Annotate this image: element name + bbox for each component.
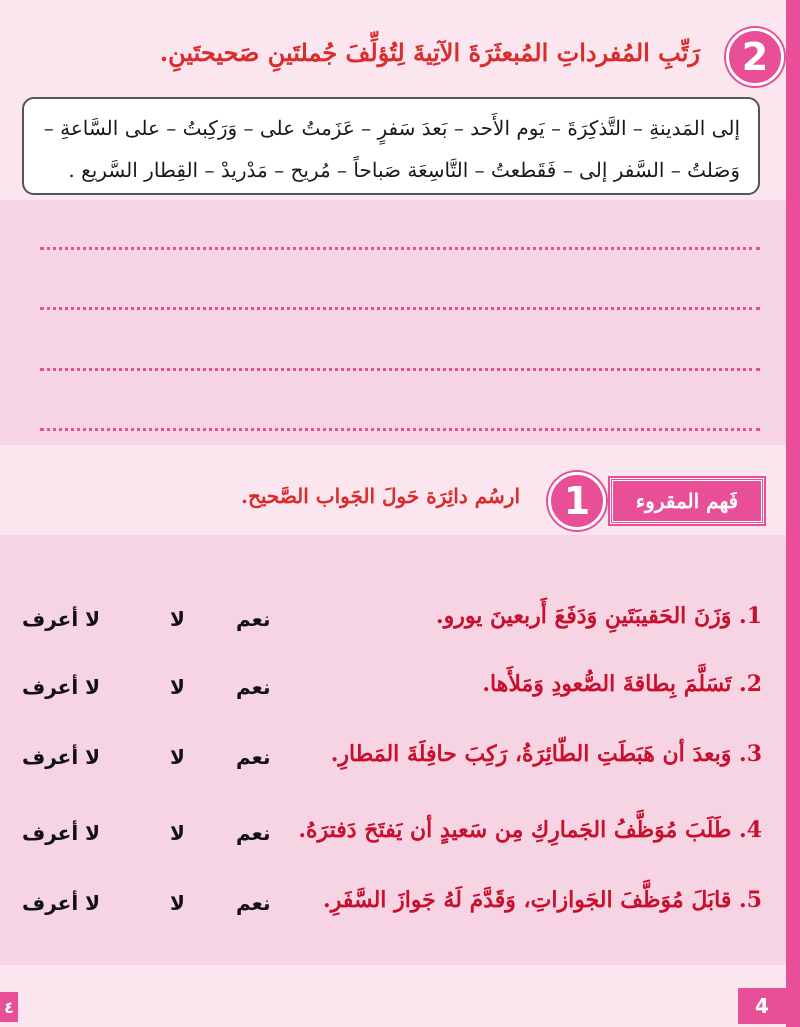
word-bank-line-1: إلى المَدينةِ – التَّذكِرَةَ – يَوم الأَحد – بَعدَ سَفرٍ – عَزَمتُ على – وَرَكِبتُ – على السَّاعةِ –: [43, 116, 740, 140]
questions-panel: [0, 535, 786, 965]
question-row: [0, 817, 786, 857]
answer-line-1[interactable]: [40, 247, 760, 250]
option-no[interactable]: لا: [170, 821, 185, 845]
question-text: 2. تَسَلَّمَ بِطاقةَ الصُّعودِ وَمَلأَها.: [482, 671, 762, 697]
page-number: 4: [738, 988, 786, 1024]
option-dont-know[interactable]: لا أعرف: [22, 745, 101, 769]
word-bank-box: [22, 97, 760, 195]
question-text: 1. وَزَنَ الحَقيبَتَينِ وَدَفَعَ أَربعينَ يورو.: [435, 603, 762, 629]
question-text: 3. وَبعدَ أن هَبَطَتِ الطّائِرَةُ، رَكِبَ حافِلَةَ المَطارِ.: [330, 741, 762, 767]
exercise-2-title: رَتِّبِ المُفرداتِ المُبعثَرَةَ الآتِيةَ لِتُؤلِّفَ جُملتَينِ صَحيحتَينِ.: [159, 38, 700, 67]
question-text: 5. قابَلَ مُوَظَّفَ الجَوازاتِ، وَقَدَّمَ لَهُ جَوازَ السَّفَرِ.: [323, 887, 762, 913]
question-row: [0, 671, 786, 711]
option-yes[interactable]: نعم: [236, 821, 271, 845]
exercise-1-title: ارسُم دائِرَة حَولَ الجَواب الصَّحيح.: [241, 484, 520, 508]
question-row: [0, 603, 786, 643]
exercise-1-number: 1: [548, 472, 606, 530]
option-no[interactable]: لا: [170, 891, 185, 915]
answer-line-2[interactable]: [40, 307, 760, 310]
question-text: 4. طَلَبَ مُوَظَّفُ الجَمارِكِ مِن سَعيدٍ أن يَفتَحَ دَفترَهُ.: [298, 817, 762, 843]
reading-comprehension-tag: فَهم المقروء: [610, 478, 764, 524]
option-yes[interactable]: نعم: [236, 745, 271, 769]
option-dont-know[interactable]: لا أعرف: [22, 821, 101, 845]
right-edge-bar: [786, 0, 800, 1027]
option-no[interactable]: لا: [170, 675, 185, 699]
option-dont-know[interactable]: لا أعرف: [22, 607, 101, 631]
answer-line-4[interactable]: [40, 428, 760, 431]
word-bank-line-2: وَصَلتُ – السَّفر إلى – فَقَطعتُ – التَّاسِعَة صَباحاً – مُريح – مَدْريدْ – القِطار السَّريع .: [68, 158, 740, 182]
page-number-left: ٤: [0, 992, 18, 1022]
answer-area: [0, 200, 786, 445]
exercise-2-number: 2: [726, 28, 784, 86]
question-row: [0, 741, 786, 781]
option-yes[interactable]: نعم: [236, 891, 271, 915]
option-yes[interactable]: نعم: [236, 675, 271, 699]
option-no[interactable]: لا: [170, 607, 185, 631]
question-row: [0, 887, 786, 927]
option-dont-know[interactable]: لا أعرف: [22, 891, 101, 915]
option-no[interactable]: لا: [170, 745, 185, 769]
option-dont-know[interactable]: لا أعرف: [22, 675, 101, 699]
answer-line-3[interactable]: [40, 368, 760, 371]
option-yes[interactable]: نعم: [236, 607, 271, 631]
